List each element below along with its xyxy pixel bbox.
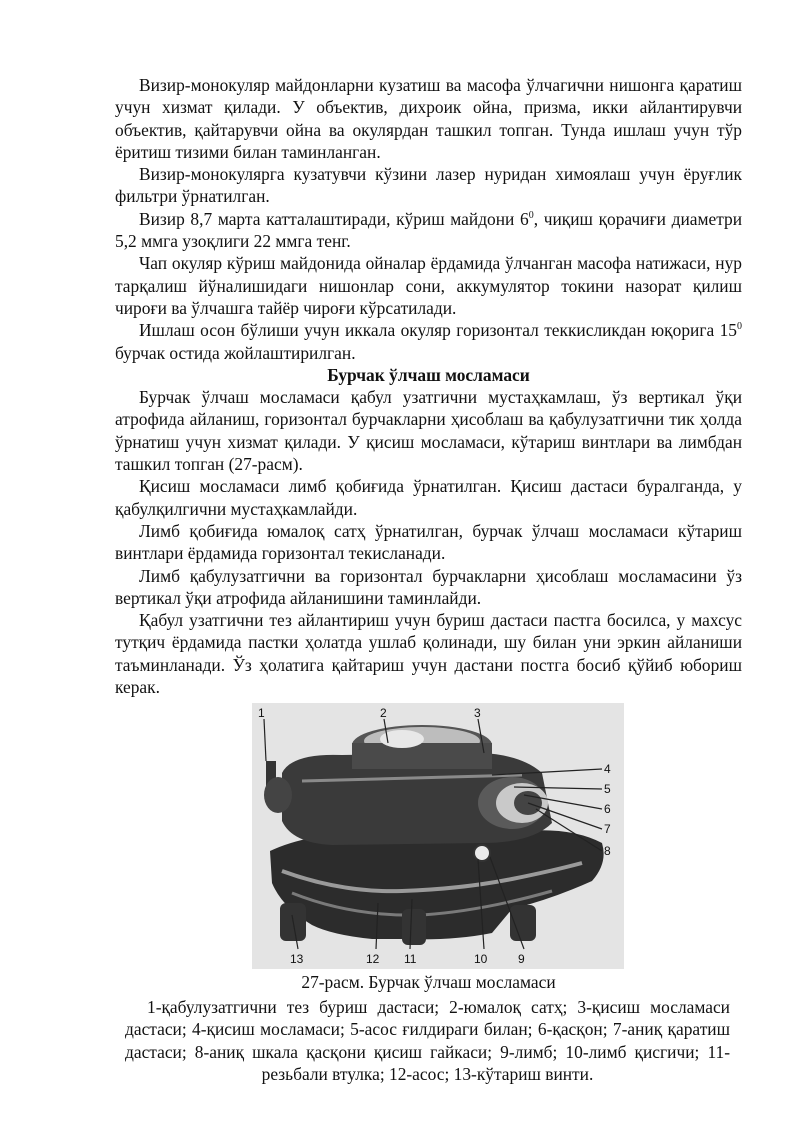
paragraph-vizir-monocular: Визир-монокуляр майдонларни кузатиш ва масофа ўлчагични нишонга қаратиш учун хизмат қилади. У объектив, дихроик ойна, призма, икки айлантирувчи объектив, қайтарувчи ойна ва окулярдан ташкил топган. Тунда ишлаш учун тўр ёритиш тизими билан таминланган. xyxy=(115,75,742,162)
figure-27-photo xyxy=(252,703,624,969)
figure-label-10: 10 xyxy=(474,952,488,967)
figure-legend: 1-қабулузатгични тез буриш дастаси; 2-юмалоқ сатҳ; 3-қисиш мосламаси дастаси; 4-қисиш мосламаси; 5-асос ғилдираги билан; 6-қасқон; 7-аниқ қаратиш дастаси; 8-аниқ шкала қасқони қисиш гайкаси; 9-лимб; 10-лимб қисгичи; 11-резьбали втулка; 12-асос; 13-кўтариш винти. xyxy=(125,996,730,1085)
figure-label-8: 8 xyxy=(604,844,611,859)
figure-label-4: 4 xyxy=(604,762,611,777)
paragraph-clamp: Қисиш мосламаси лимб қобиғида ўрнатилган. Қисиш дастаси буралганда, у қабулқилгични мустаҳкамлайди. xyxy=(115,476,742,519)
paragraph-rotation: Қабул узатгични тез айлантириш учун буриш дастаси пастга босилса, у махсус тутқич ёрдамида пастки ҳолатда ушлаб қолинади, шу билан уни эркин айланиши таъминланади. Ўз ҳолатига қайтариш учун дастани постга босиб қўйиб юбориш керак. xyxy=(115,610,742,698)
figure-label-9: 9 xyxy=(518,952,525,967)
paragraph-left-ocular: Чап окуляр кўриш майдонида ойналар ёрдамида ўлчанган масофа натижаси, нур тарқалиш йўналишидаги нишонлар сони, аккумулятор токини назорат қилиш чироғи ва ўлчашга тайёр чироғи кўрсатилади. xyxy=(115,253,742,318)
figure-label-1: 1 xyxy=(258,706,265,721)
figure-label-7: 7 xyxy=(604,822,611,837)
angle-device-illustration xyxy=(252,703,624,969)
paragraph-ocular-angle: Ишлаш осон бўлиши учун иккала окуляр горизонтал теккисликдан юқорига $15^0$ бурчак остида жойлаштирилган. xyxy=(115,320,742,363)
paragraph-light-filter: Визир-монокулярга кузатувчи кўзини лазер нуридан химоялаш учун ёруғлик фильтри ўрнатилган. xyxy=(115,164,742,207)
figure-label-13: 13 xyxy=(290,952,304,967)
figure-label-12: 12 xyxy=(366,952,380,967)
figure-label-3: 3 xyxy=(474,706,481,721)
document-page xyxy=(115,74,742,1086)
paragraph-angle-device: Бурчак ўлчаш мосламаси қабул узатгични мустаҳкамлаш, ўз вертикал ўқи атрофида айланиш, горизонтал бурчакларни ҳисоблаш ва қабулузатгични тик ҳолда ўрнатиш учун хизмат қилади. У қисиш мосламаси, кўтариш винтлари ва лимбдан ташкил топган (27-расм). xyxy=(115,387,742,475)
paragraph-level: Лимб қобиғида юмалоқ сатҳ ўрнатилган, бурчак ўлчаш мосламаси кўтариш винтлари ёрдамида горизонтал текисланади. xyxy=(115,520,742,564)
figure-label-5: 5 xyxy=(604,782,611,797)
figure-caption: 27-расм. Бурчак ўлчаш мосламаси xyxy=(301,972,556,993)
figure-label-2: 2 xyxy=(380,706,387,721)
paragraph-limb: Лимб қабулузатгични ва горизонтал бурчакларни ҳисоблаш мосламасини ўз вертикал ўқи атрофида айланишини таминлайди. xyxy=(115,565,742,608)
figure-label-11: 11 xyxy=(404,952,417,967)
paragraph-magnification: Визир 8,7 марта катталаштиради, кўриш майдони $6^0$, чиқиш қорачиғи диаметри 5,2 ммга узоқлиги 22 ммга тенг. xyxy=(115,208,743,252)
figure-label-6: 6 xyxy=(604,802,611,817)
section-heading: Бурчак ўлчаш мосламаси xyxy=(327,364,530,385)
